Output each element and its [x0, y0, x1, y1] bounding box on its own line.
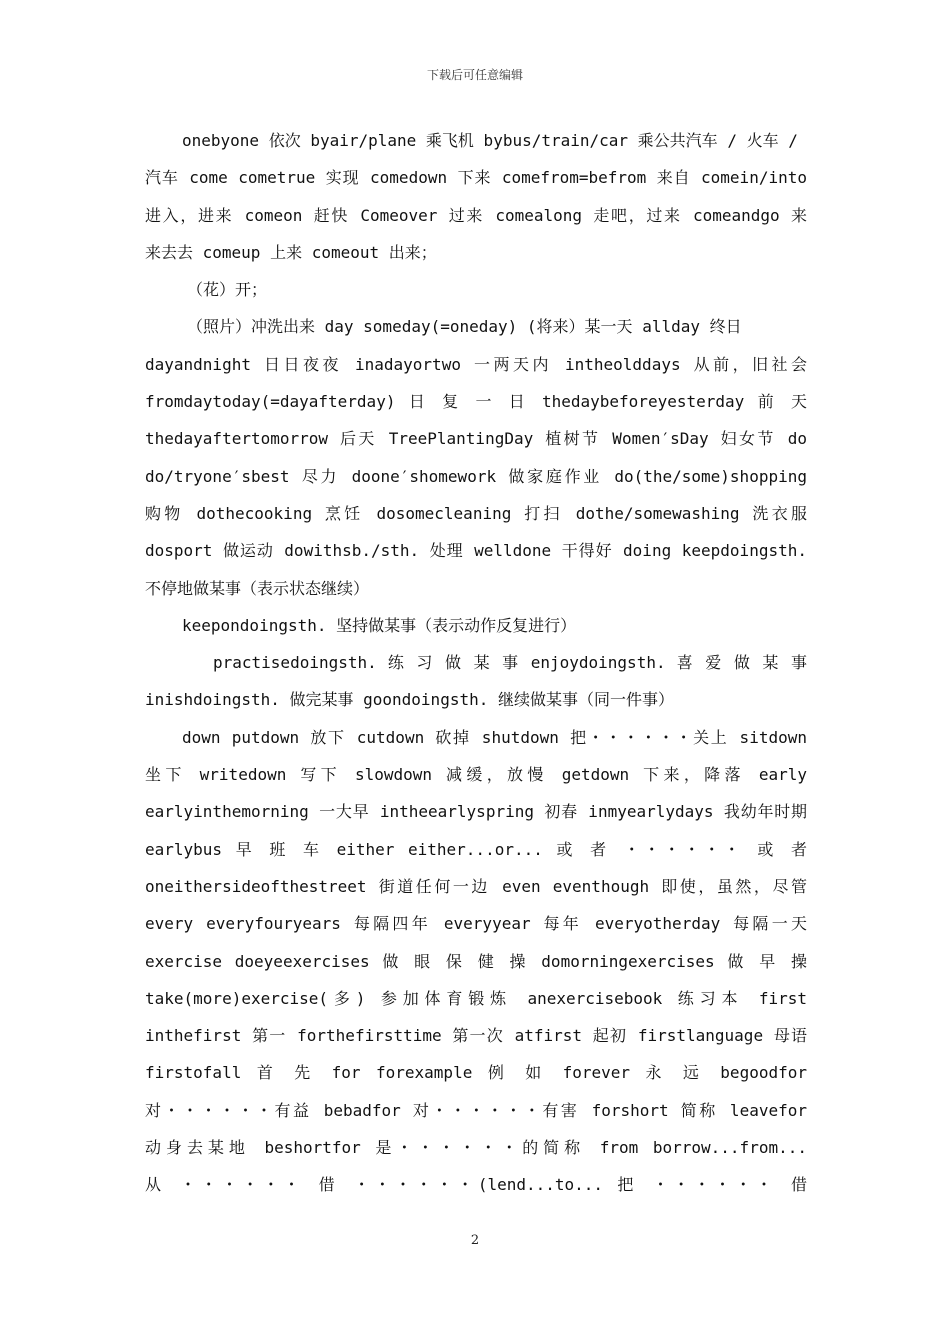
- text-line: （花）开；: [187, 280, 268, 300]
- text-line: earlybus 早 班 车 either either...or... 或 者 ・・・・・・ 或 者: [145, 839, 807, 859]
- text-line: firstofall 首 先 for forexample 例 如 forever 永 远 begoodfor: [145, 1063, 807, 1083]
- page-header: 下载后可任意编辑: [426, 68, 523, 82]
- text-line: 来去去 comeup 上来 comeout 出来；: [145, 242, 437, 262]
- text-line: 购物 dothecooking 烹饪 dosomecleaning 打扫 dothe/somewashing 洗衣服: [145, 503, 807, 523]
- text-line: take(more)exercise(多) 参加体育锻炼 anexercisebook 练习本 first: [145, 988, 807, 1008]
- text-line: 坐下 writedown 写下 slowdown 减缓，放慢 getdown 下来，降落 early: [145, 765, 807, 785]
- text-line: keepondoingsth. 坚持做某事（表示动作反复进行）: [182, 615, 577, 635]
- text-line: do/tryone′sbest 尽力 doone′shomework 做家庭作业 do(the/some)shopping: [145, 466, 807, 486]
- text-line: 汽车 come cometrue 实现 comedown 下来 comefrom=befrom 来自 comein/into: [145, 168, 807, 188]
- page-number: 2: [470, 1233, 480, 1248]
- text-line: 不停地做某事（表示状态继续）: [145, 578, 370, 598]
- text-line: earlyinthemorning 一大早 intheearlyspring 初春 inmyearlydays 我幼年时期: [145, 802, 807, 822]
- text-line: inthefirst 第一 forthefirsttime 第一次 atfirst 起初 firstlanguage 母语: [145, 1026, 807, 1046]
- text-line: 对・・・・・・有益 bebadfor 对・・・・・・有害 forshort 简称 leavefor: [145, 1100, 807, 1120]
- document-body: [145, 122, 807, 1204]
- text-line: every everyfouryears 每隔四年 everyyear 每年 everyotherday 每隔一天: [145, 914, 807, 934]
- text-line: practisedoingsth. 练 习 做 某 事 enjoydoingsth. 喜 爱 做 某 事: [213, 653, 807, 673]
- text-line: 从 ・・・・・・ 借 ・・・・・・(lend...to... 把 ・・・・・・ 借: [145, 1175, 807, 1195]
- text-line: down putdown 放下 cutdown 砍掉 shutdown 把・・・・・・关上 sitdown: [182, 727, 807, 747]
- text-line: 动身去某地 beshortfor 是・・・・・・的简称 from borrow...from...: [145, 1138, 807, 1158]
- text-line: onebyone 依次 byair/plane 乘飞机 bybus/train/car 乘公共汽车 / 火车 /: [182, 131, 798, 150]
- text-line: 进入，进来 comeon 赶快 Comeover 过来 comealong 走吧，过来 comeandgo 来: [145, 205, 807, 225]
- text-line: exercise doeyeexercises 做 眼 保 健 操 domorningexercises 做 早 操: [145, 951, 807, 971]
- text-line: oneithersideofthestreet 街道任何一边 even eventhough 即使，虽然，尽管: [145, 876, 807, 896]
- text-line: thedayaftertomorrow 后天 TreePlantingDay 植树节 Women′sDay 妇女节 do: [145, 429, 807, 449]
- text-line: inishdoingsth. 做完某事 goondoingsth. 继续做某事（同一件事）: [145, 690, 674, 710]
- text-line: （照片）冲洗出来 day someday(=oneday) (将来）某一天 allday 终日: [187, 317, 742, 337]
- text-line: fromdaytoday(=dayafterday) 日 复 一 日 thedaybeforeyesterday 前 天: [145, 392, 807, 412]
- text-line: dosport 做运动 dowithsb./sth. 处理 welldone 干得好 doing keepdoingsth.: [145, 541, 807, 561]
- text-line: dayandnight 日日夜夜 inadayortwo 一两天内 intheolddays 从前，旧社会: [145, 354, 807, 374]
